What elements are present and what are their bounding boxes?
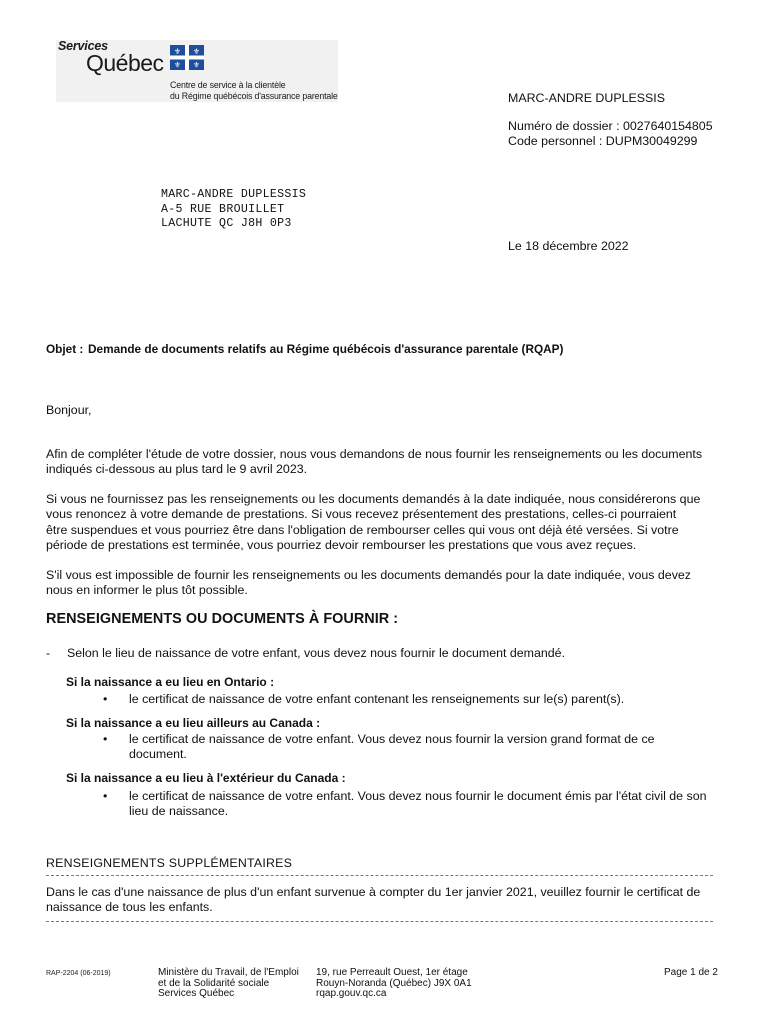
address-line-2: A-5 RUE BROUILLET (161, 203, 285, 216)
footer-ministry-line-3: Services Québec (158, 988, 235, 1000)
logo-subtitle (170, 80, 338, 101)
footer-address-line-2: Rouyn-Noranda (Québec) J9X 0A1 (316, 977, 472, 989)
bullet-marker: • (103, 789, 108, 803)
paragraph-3-line-1: S'il vous est impossible de fournir les renseignements ou les documents demandés pour la date indiquée, vous devez (46, 568, 691, 582)
supplementary-text (46, 885, 726, 916)
documents-intro: Selon le lieu de naissance de votre enfant, vous devez nous fournir le document demandé. (67, 646, 566, 660)
intro-dash: - (46, 646, 51, 660)
paragraph-2-line-3: être suspendues et vous pourriez être dans l'obligation de rembourser celles qui vous ont déjà été versées. Si votre (46, 522, 679, 537)
page-number: Page 1 de 2 (664, 967, 718, 978)
dashed-divider-top (46, 875, 713, 876)
logo-quebec-text: Québec (86, 50, 164, 76)
footer-address (316, 968, 472, 1000)
paragraph-3-line-2: nous en informer le plus tôt possible. (46, 583, 248, 598)
logo-subtitle-line1: Centre de service à la clientèle (170, 80, 286, 90)
case-abroad-item (129, 789, 729, 820)
case-abroad-item-line-2: lieu de naissance. (129, 804, 229, 819)
case-canada-item-line-1: le certificat de naissance de votre enfant. Vous devez nous fournir la version grand format de ce (129, 732, 655, 746)
paragraph-3 (46, 568, 726, 599)
documents-heading: RENSEIGNEMENTS OU DOCUMENTS À FOURNIR : (46, 611, 399, 627)
paragraph-2-line-2: vous renoncez à votre demande de prestations. Si vous recevez présentement des prestations, celles-ci pourraient (46, 507, 677, 522)
subject-line (46, 342, 563, 356)
footer-ministry-line-1: Ministère du Travail, de l'Emploi (158, 967, 299, 978)
case-canada-item (129, 732, 729, 763)
case-ontario-title: Si la naissance a eu lieu en Ontario : (66, 675, 275, 689)
svg-text:⚜: ⚜ (173, 47, 182, 56)
quebec-flag-icon (170, 45, 204, 70)
paragraph-2-line-1: Si vous ne fournissez pas les renseignements ou les documents demandés à la date indiquée, nous considérerons que (46, 492, 701, 506)
supplementary-heading: RENSEIGNEMENTS SUPPLÉMENTAIRES (46, 856, 293, 870)
form-code: RAP-2204 (06-2019) (46, 970, 111, 977)
paragraph-1-line-1: Afin de compléter l'étude de votre dossier, nous vous demandons de nous fournir les renseignements ou les documents (46, 447, 703, 461)
paragraph-1-line-2: indiqués ci-dessous au plus tard le 9 avril 2023. (46, 462, 308, 477)
paragraph-2 (46, 492, 726, 554)
paragraph-2-line-4: période de prestations est terminée, vous pourriez devoir rembourser les prestations que vous avez reçues. (46, 538, 637, 553)
footer-website: rqap.gouv.qc.ca (316, 988, 387, 1000)
footer-ministry (158, 968, 299, 1000)
letter-date: Le 18 décembre 2022 (508, 239, 629, 253)
supplementary-text-line-1: Dans le cas d'une naissance de plus d'un enfant survenue à compter du 1er janvier 2021, veuillez fournir le certificat de (46, 885, 701, 899)
subject-label: Objet : (46, 342, 84, 356)
logo-subtitle-line2: du Régime québécois d'assurance parentale (170, 90, 338, 101)
footer-address-line-1: 19, rue Perreault Ouest, 1er étage (316, 967, 468, 978)
case-abroad-title: Si la naissance a eu lieu à l'extérieur du Canada : (66, 771, 346, 785)
paragraph-1 (46, 447, 726, 478)
subject-text: Demande de documents relatifs au Régime québécois d'assurance parentale (RQAP) (88, 342, 564, 356)
svg-text:⚜: ⚜ (173, 60, 182, 70)
logo-services-text: Services (58, 39, 108, 53)
address-line-3: LACHUTE QC J8H 0P3 (161, 217, 292, 230)
case-abroad-item-line-1: le certificat de naissance de votre enfant. Vous devez nous fournir le document émis par l'état civil de son (129, 789, 707, 803)
footer-ministry-line-2: et de la Solidarité sociale (158, 977, 270, 989)
bullet-marker: • (103, 732, 108, 746)
dashed-divider-bottom (46, 921, 713, 922)
dossier-number: Numéro de dossier : 0027640154805 (508, 119, 713, 133)
address-line-1: MARC-ANDRE DUPLESSIS (161, 188, 307, 201)
supplementary-text-line-2: naissance de tous les enfants. (46, 900, 213, 915)
case-canada-title: Si la naissance a eu lieu ailleurs au Canada : (66, 716, 321, 730)
case-ontario-item: le certificat de naissance de votre enfant contenant les renseignements sur le(s) parent(s). (129, 692, 625, 706)
personal-code: Code personnel : DUPM30049299 (508, 134, 698, 148)
greeting: Bonjour, (46, 403, 92, 417)
case-canada-item-line-2: document. (129, 747, 187, 762)
svg-text:⚜: ⚜ (192, 47, 201, 56)
svg-text:⚜: ⚜ (192, 60, 201, 70)
recipient-name: MARC-ANDRE DUPLESSIS (508, 91, 665, 105)
bullet-marker: • (103, 692, 108, 706)
